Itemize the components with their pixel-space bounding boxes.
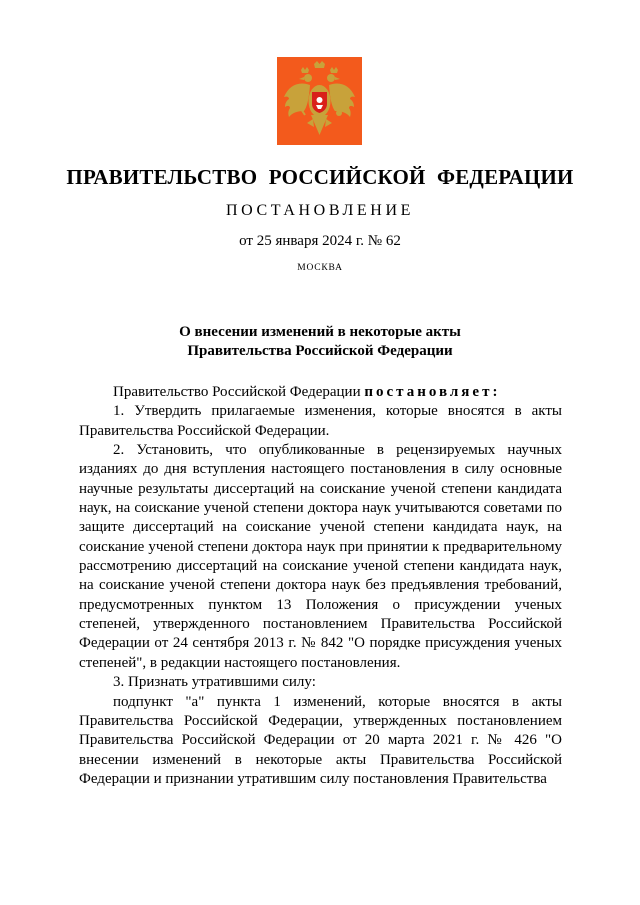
paragraph-3: 3. Признать утратившими силу: <box>113 674 316 691</box>
intro-text: Правительство Российской Федерации <box>113 384 365 400</box>
document-date-number: от 25 января 2024 г. № 62 <box>239 233 401 249</box>
paragraph-3-subitem: подпункт "а" пункта 1 изменений, которые вносятся в акты Правительства Российской Федерации, утвержденных постановлением Правительства Российской Федерации от 20 марта 2021 г. № 426 "О внесении изменений в некоторые акты Правительства Российской Федерации и признании утратившим силу постановления Правительства <box>79 693 562 787</box>
subject-line-2: Правительства Российской Федерации <box>187 343 453 359</box>
decree-word: постановляет: <box>364 384 501 400</box>
document-city: МОСКВА <box>297 263 343 273</box>
document-subject <box>80 323 560 361</box>
paragraph-1: 1. Утвердить прилагаемые изменения, которые вносятся в акты Правительства Российской Федерации. <box>79 403 562 439</box>
intro-paragraph <box>79 383 562 402</box>
government-title: ПРАВИТЕЛЬСТВО РОССИЙСКОЙ ФЕДЕРАЦИИ <box>66 165 574 189</box>
subject-line-1: О внесении изменений в некоторые акты <box>179 324 461 340</box>
document-type: ПОСТАНОВЛЕНИЕ <box>226 202 414 219</box>
paragraph-2: 2. Установить, что опубликованные в рецензируемых научных изданиях до дня вступления настоящего постановления в силу основные научные результаты диссертаций на соискание ученой степени кандидата наук, на соискание ученой степени доктора наук учитываются советами по защите диссертаций на соискание ученой степени кандидата наук, на соискание ученой степени доктора наук при принятии к предварительному рассмотрению диссертаций на соискание ученой степени кандидата наук, на соискание ученой степени доктора наук без предъявления требований, предусмотренных пунктом 13 Положения о присуждении ученых степеней, утвержденного постановлением Правительства Российской Федерации от 24 сентября 2013 г. № 842 "О порядке присуждения ученых степеней", в редакции настоящего постановления. <box>79 442 562 671</box>
document-body <box>79 383 562 789</box>
coat-of-arms-emblem <box>277 57 362 145</box>
